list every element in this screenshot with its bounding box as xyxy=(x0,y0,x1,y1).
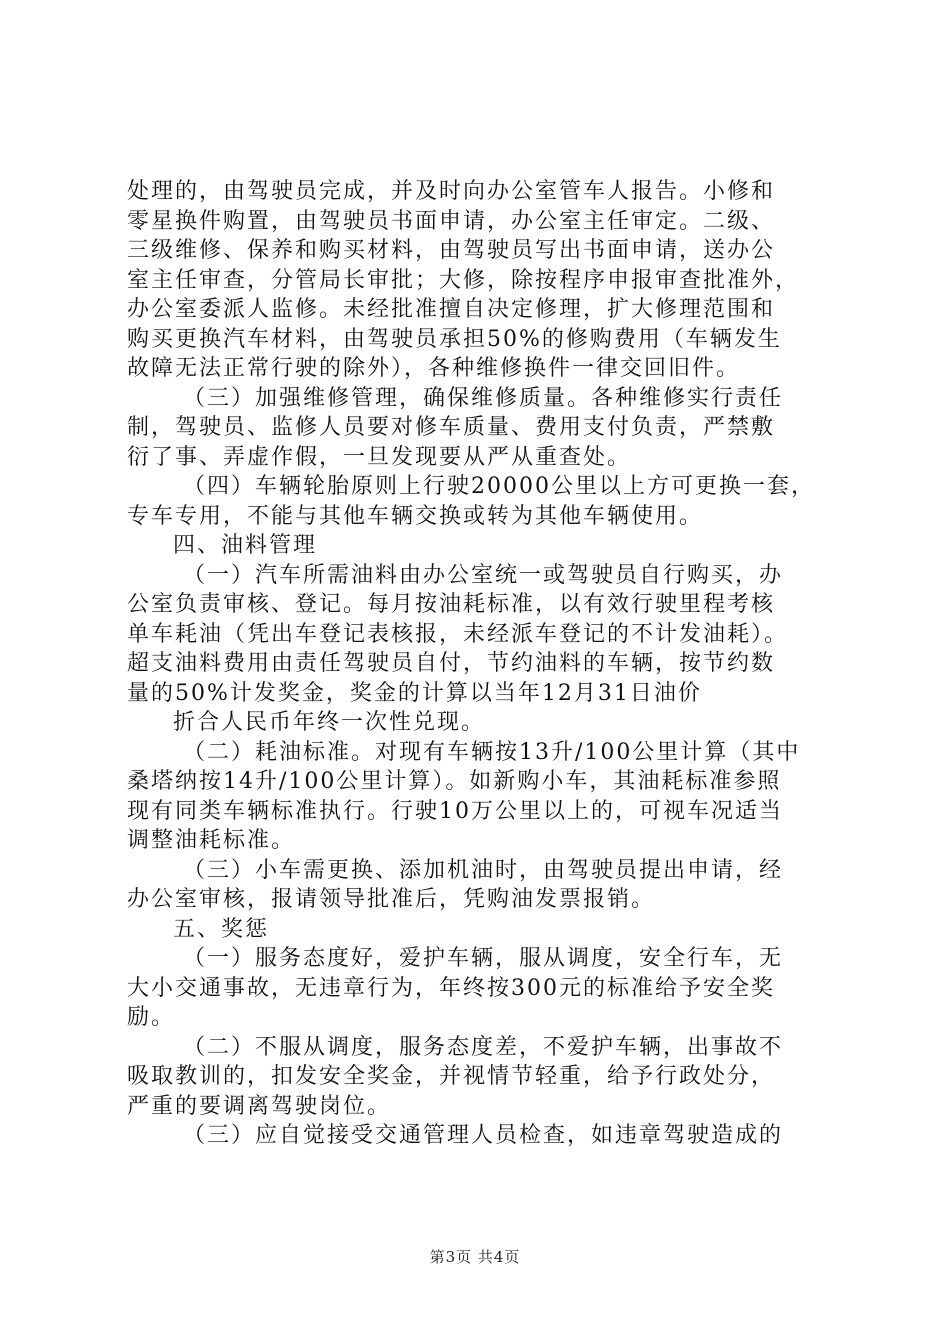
section-heading: 四、油料管理 xyxy=(173,533,318,558)
text-line: 吸取教训的，扣发安全奖金，并视情节轻重，给予行政处分， xyxy=(127,1064,776,1089)
text-line: 超支油料费用由责任驾驶员自付，节约油料的车辆，按节约数 xyxy=(127,651,776,676)
text-line: 公室负责审核、登记。每月按油耗标准，以有效行驶里程考核 xyxy=(127,592,776,617)
text-line: 大小交通事故，无违章行为，年终按300元的标准给予安全奖 xyxy=(127,975,775,1001)
text-line: 衍了事、弄虚作假，一旦发现要从严从重查处。 xyxy=(127,444,632,470)
text-line: 三级维修、保养和购买材料，由驾驶员写出书面申请，送办公 xyxy=(127,238,776,263)
paragraph-start-line: （三）应自觉接受交通管理人员检查，如违章驾驶造成的 xyxy=(183,1123,784,1148)
text-line: 折合人民币年终一次性兑现。 xyxy=(173,710,486,735)
paragraph-start-line: （三）加强维修管理，确保维修质量。各种维修实行责任 xyxy=(183,385,784,411)
paragraph-start-line: （一）服务态度好，爱护车辆，服从调度，安全行车，无 xyxy=(183,946,784,971)
paragraph-start-line: （一）汽车所需油料由办公室统一或驾驶员自行购买，办 xyxy=(183,562,784,588)
text-line: 零星换件购置，由驾驶员书面申请，办公室主任审定。二级、 xyxy=(127,208,776,234)
text-line: 现有同类车辆标准执行。行驶10万公里以上的，可视车况适当 xyxy=(127,798,783,824)
text-line: 制，驾驶员、监修人员要对修车质量、费用支付负责，严禁敷 xyxy=(127,415,776,440)
text-line: 严重的要调离驾驶岗位。 xyxy=(127,1093,392,1119)
text-line: 办公室委派人监修。未经批准擅自决定修理，扩大修理范围和 xyxy=(127,297,776,322)
text-line: 室主任审查，分管局长审批；大修，除按程序申报审查批准外， xyxy=(127,267,800,293)
section-heading: 五、奖惩 xyxy=(173,916,270,942)
text-line: 调整油耗标准。 xyxy=(127,828,296,853)
text-line: 桑塔纳按14升/100公里计算）。如新购小车，其油耗标准参照 xyxy=(127,769,782,794)
document-body xyxy=(127,177,838,1151)
paragraph-start-line: （二）耗油标准。对现有车辆按13升/100公里计算（其中 xyxy=(183,739,801,765)
text-line: 办公室审核，报请领导批准后，凭购油发票报销。 xyxy=(127,887,656,912)
paragraph-start-line: （三）小车需更换、添加机油时，由驾驶员提出申请，经 xyxy=(183,857,784,883)
text-line: 故障无法正常行驶的除外），各种维修换件一律交回旧件。 xyxy=(127,356,741,381)
paragraph-start-line: （二）不服从调度，服务态度差，不爱护车辆，出事故不 xyxy=(183,1034,784,1060)
text-line: 购买更换汽车材料，由驾驶员承担50%的修购费用（车辆发生 xyxy=(127,326,782,352)
text-line: 专车专用，不能与其他车辆交换或转为其他车辆使用。 xyxy=(127,503,704,529)
text-line: 量的50%计发奖金，奖金的计算以当年12月31日油价 xyxy=(127,680,702,706)
text-line: 励。 xyxy=(127,1005,176,1030)
paragraph-start-line: （四）车辆轮胎原则上行驶20000公里以上方可更换一套， xyxy=(183,474,815,499)
text-line: 处理的，由驾驶员完成，并及时向办公室管车人报告。小修和 xyxy=(127,179,776,204)
text-line: 单车耗油（凭出车登记表核报，未经派车登记的不计发油耗）。 xyxy=(127,621,789,647)
page-number-footer: 第3页 共4页 xyxy=(429,1248,521,1266)
